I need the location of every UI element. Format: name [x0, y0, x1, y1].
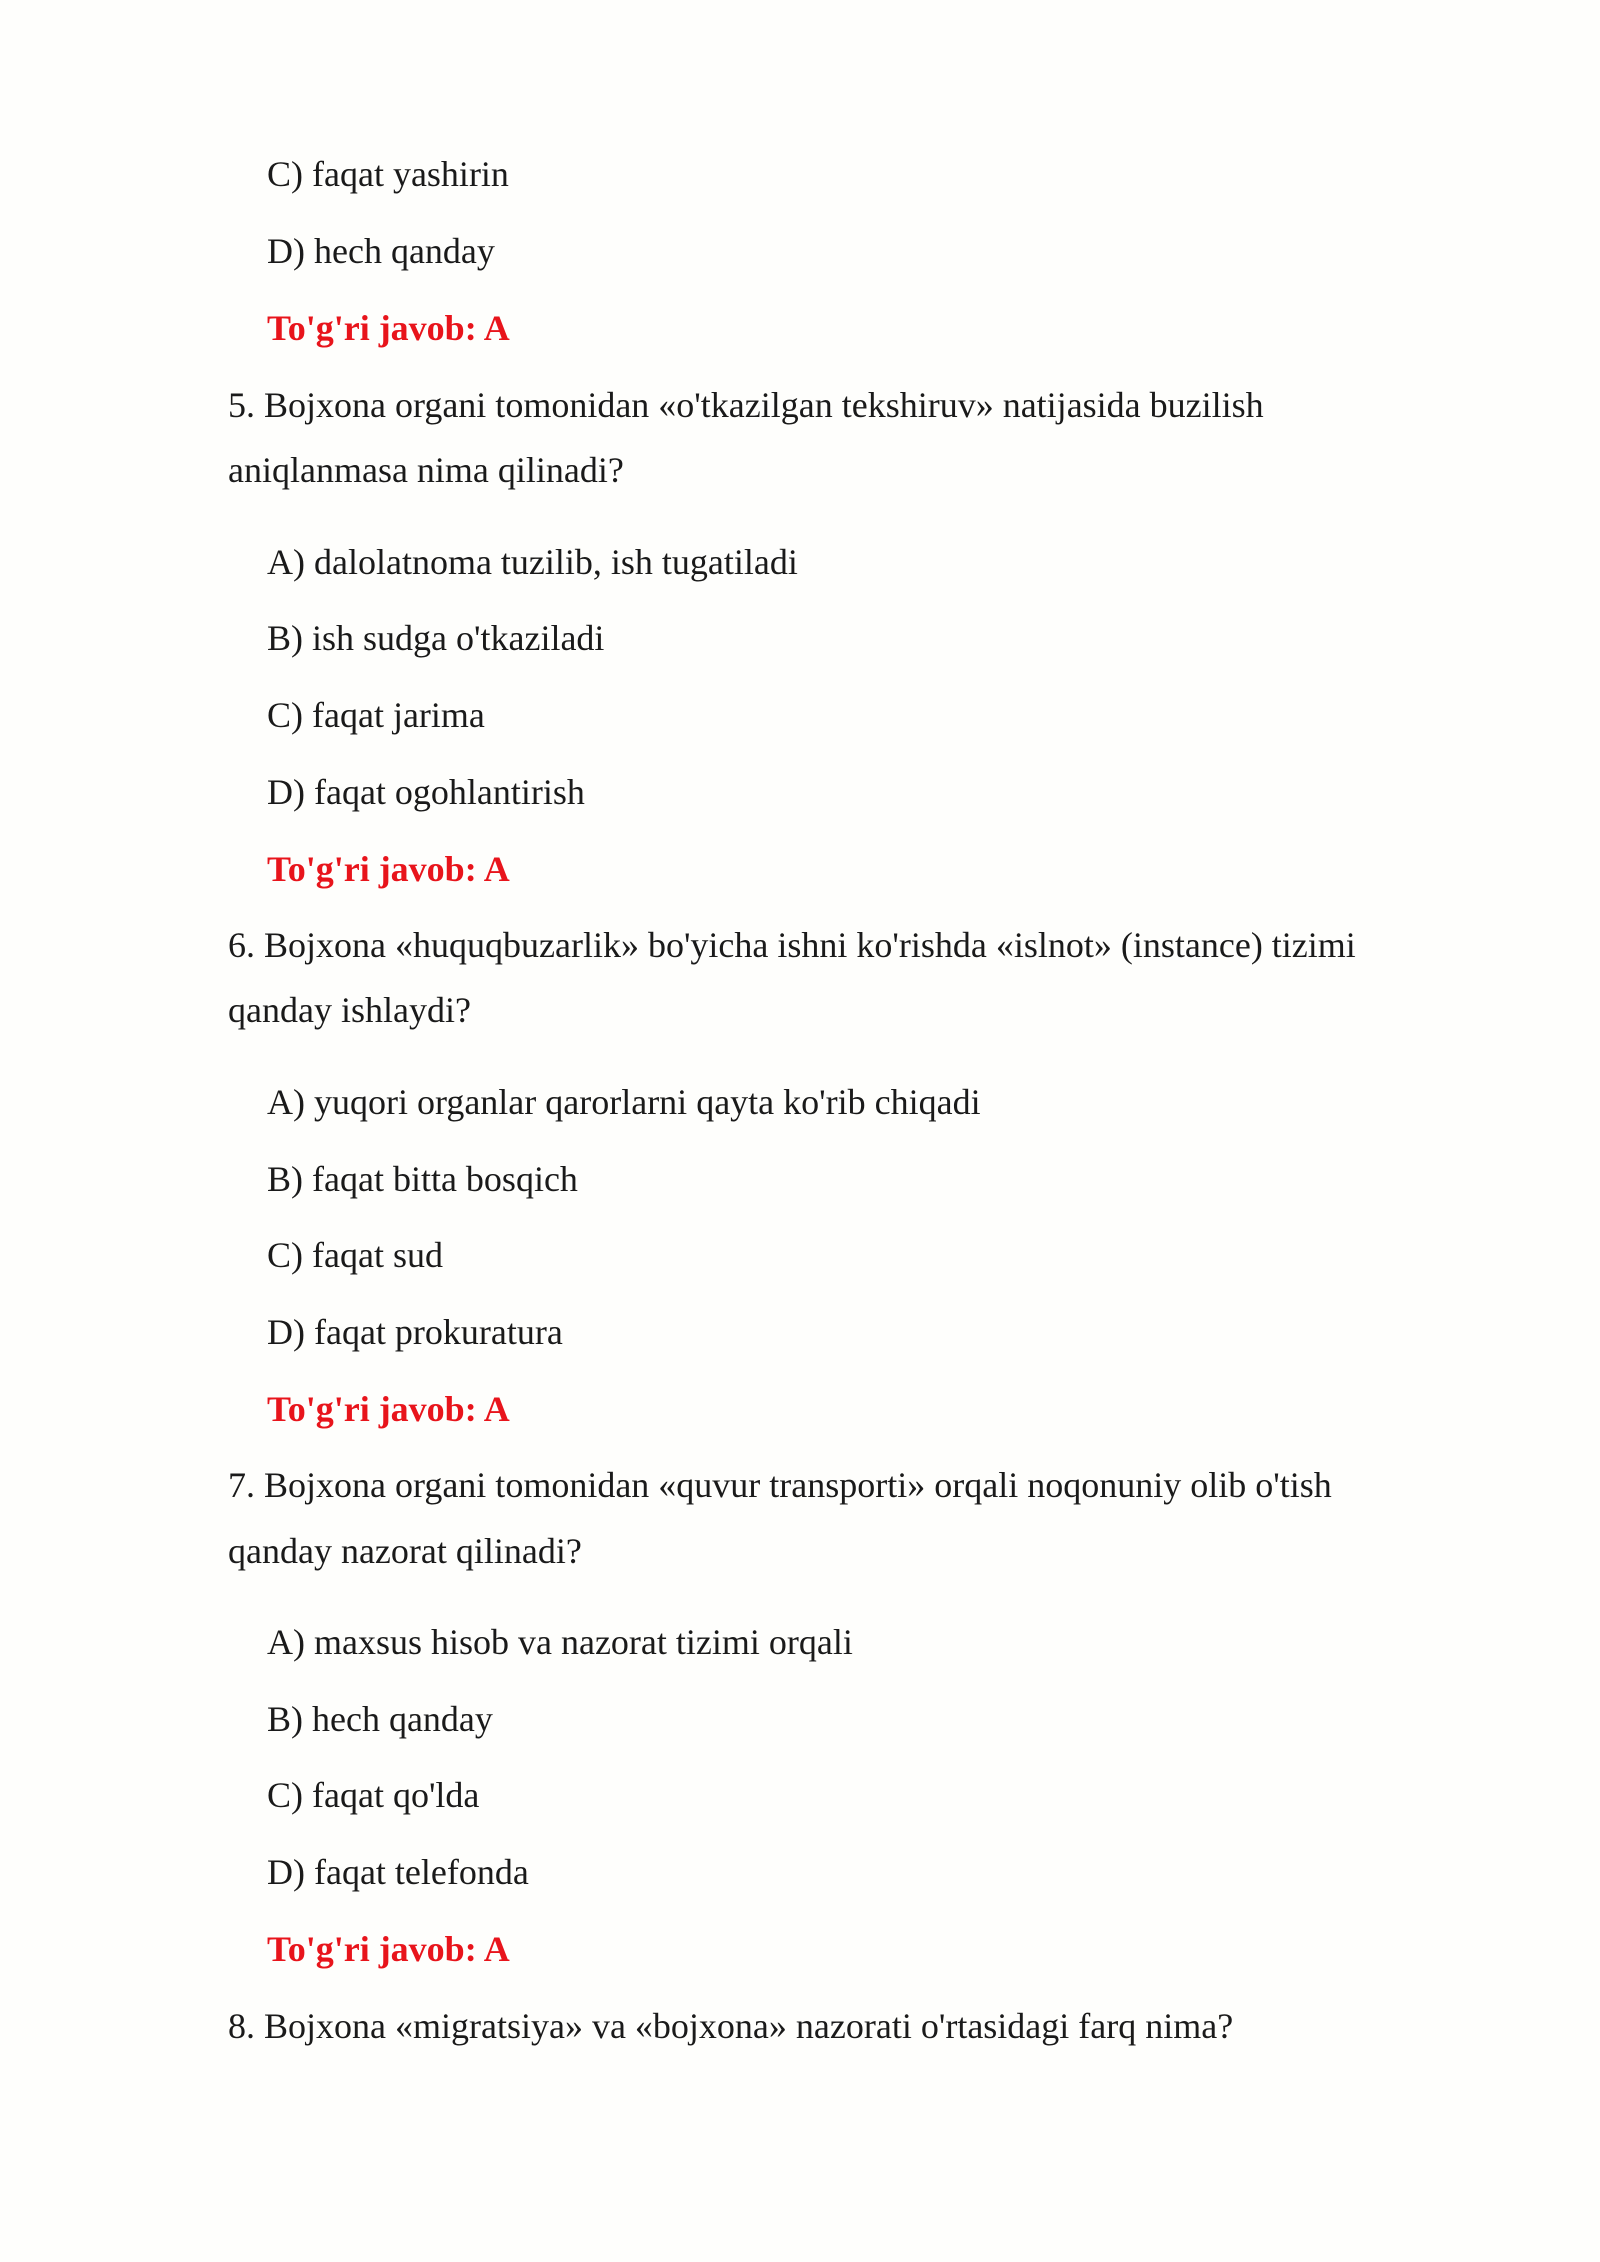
q5-option-d: D) faqat ogohlantirish: [267, 772, 585, 812]
question-7-line-1: 7. Bojxona organi tomonidan «quvur transporti» orqali noqonuniy olib o'tish: [228, 1465, 1332, 1505]
q5-correct-answer: To'g'ri javob: A: [267, 849, 510, 889]
question-5-line-1: 5. Bojxona organi tomonidan «o'tkazilgan tekshiruv» natijasida buzilish: [228, 385, 1264, 425]
correct-answer: To'g'ri javob: A: [267, 308, 510, 348]
q5-option-a: A) dalolatnoma tuzilib, ish tugatiladi: [267, 542, 798, 582]
q6-option-d: D) faqat prokuratura: [267, 1312, 563, 1352]
question-6-line-1: 6. Bojxona «huquqbuzarlik» bo'yicha ishni ko'rishda «islnot» (instance) tizimi: [228, 925, 1356, 965]
option-d: D) hech qanday: [267, 231, 495, 271]
q6-option-b: B) faqat bitta bosqich: [267, 1159, 578, 1199]
q7-option-c: C) faqat qo'lda: [267, 1775, 480, 1815]
option-c: C) faqat yashirin: [267, 154, 509, 194]
q7-option-b: B) hech qanday: [267, 1699, 493, 1739]
q5-option-c: C) faqat jarima: [267, 695, 485, 735]
question-7-line-2: qanday nazorat qilinadi?: [228, 1531, 582, 1571]
q5-option-b: B) ish sudga o'tkaziladi: [267, 618, 605, 658]
q6-option-c: C) faqat sud: [267, 1235, 443, 1275]
q7-option-a: A) maxsus hisob va nazorat tizimi orqali: [267, 1622, 853, 1662]
question-8-line-1: 8. Bojxona «migratsiya» va «bojxona» nazorati o'rtasidagi farq nima?: [228, 2006, 1234, 2046]
q6-option-a: A) yuqori organlar qarorlarni qayta ko'rib chiqadi: [267, 1082, 981, 1122]
q7-option-d: D) faqat telefonda: [267, 1852, 529, 1892]
question-5-line-2: aniqlanmasa nima qilinadi?: [228, 450, 624, 490]
q6-correct-answer: To'g'ri javob: A: [267, 1389, 510, 1429]
question-6-line-2: qanday ishlaydi?: [228, 990, 471, 1030]
q7-correct-answer: To'g'ri javob: A: [267, 1929, 510, 1969]
